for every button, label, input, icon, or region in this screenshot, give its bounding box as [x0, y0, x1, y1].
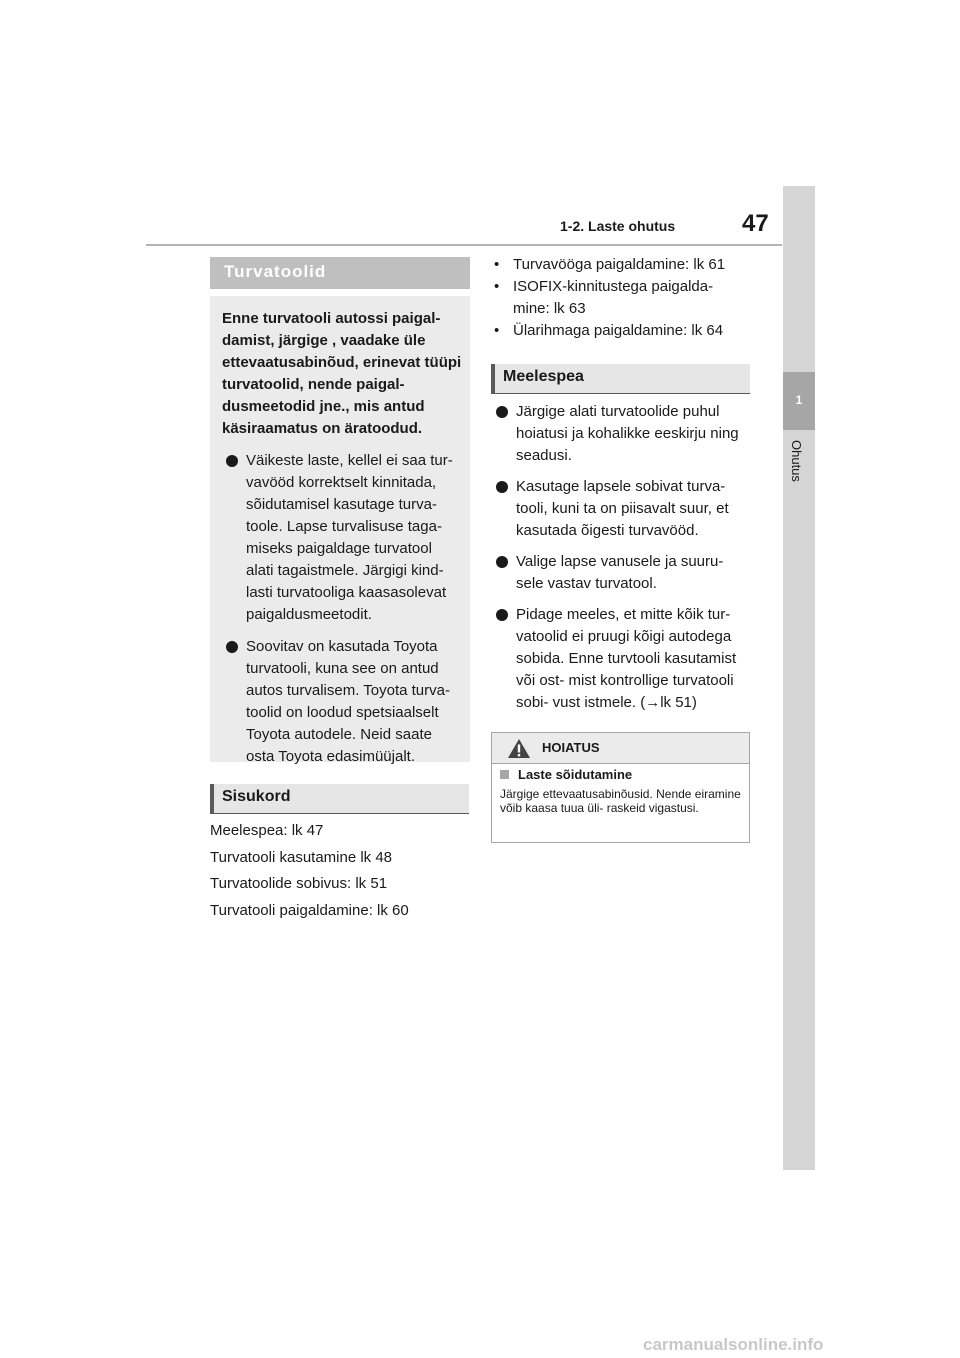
intro-box [210, 296, 470, 765]
intro-bullet-text: Väikeste laste, kellel ei saa tur- vavööd korrektselt kinnitada, sõidutamisel kasutage turva- toole. Lapse turvalisuse taga- miseks paigaldage turvatool alati tagaistmele. Järgigi kind- lasti turvatooliga kaasasolevat paigaldusmeetodit. [246, 452, 453, 623]
install-reference-text: ISOFIX-kinnitustega paigalda- mine: lk 63 [513, 278, 714, 317]
install-reference-text: Ülarihmaga paigaldamine: lk 64 [513, 322, 724, 339]
memo-bullet-text: Valige lapse vanusele ja suuru- sele vastav turvatool. [516, 553, 724, 592]
warning-title: HOIATUS [542, 740, 600, 755]
memo-bullet [492, 551, 754, 595]
toc-item: Meelespea: lk 47 [210, 822, 324, 839]
warning-box [491, 732, 750, 843]
bullet-dot-icon [226, 455, 238, 467]
bullet-dot-icon [226, 641, 238, 653]
page-number: 47 [742, 210, 769, 237]
install-reference-list [492, 254, 752, 342]
warning-triangle-icon [507, 738, 531, 759]
chapter-side-tab [783, 186, 815, 1170]
install-reference [492, 276, 752, 320]
topic-title-bar: Turvatoolid [210, 257, 470, 289]
memo-bullet [492, 604, 754, 714]
small-bullet-icon: • [494, 278, 500, 295]
bullet-dot-icon [496, 481, 508, 493]
square-bullet-icon [500, 770, 509, 779]
memo-bullet [492, 401, 754, 467]
warning-header [492, 733, 749, 764]
intro-text: Enne turvatooli autossi paigal- damist, järgige , vaadake üle ettevaatusabinõud, erinevat tüüpi turvatoolid, nende paigal- dusmeetodid jne., mis antud käsiraamatus on äratoodud. [222, 310, 462, 437]
memo-list [492, 401, 754, 723]
install-reference [492, 320, 752, 342]
warning-subtitle: Laste sõidutamine [518, 767, 633, 782]
memo-header: Meelespea [491, 364, 750, 394]
watermark: carmanualsonline.info [643, 1335, 824, 1354]
intro-bullet [222, 636, 462, 768]
small-bullet-icon: • [494, 256, 500, 273]
bullet-dot-icon [496, 556, 508, 568]
bullet-dot-icon [496, 406, 508, 418]
toc-item: Turvatooli paigaldamine: lk 60 [210, 902, 409, 919]
bullet-dot-icon [496, 609, 508, 621]
toc-item: Turvatooli kasutamine lk 48 [210, 849, 393, 866]
small-bullet-icon: • [494, 322, 500, 339]
intro-bullet-text: Soovitav on kasutada Toyota turvatooli, kuna see on antud autos turvalisem. Toyota turva- toolid on loodud spetsiaalselt Toyota autodele. Neid saate osta Toyota edasimüüjalt. [246, 638, 450, 765]
install-reference-text: Turvavööga paigaldamine: lk 61 [513, 256, 726, 273]
intro-bullet [222, 450, 462, 626]
contents-header: Sisukord [210, 784, 469, 814]
chapter-number: 1 [795, 393, 803, 407]
warning-subtitle-row [500, 767, 632, 782]
warning-body: Järgige ettevaatusabinõusid. Nende eiramine võib kaasa tuua üli- raskeid vigastusi. [500, 787, 741, 815]
chapter-label: Ohutus [789, 440, 804, 482]
memo-bullet-text: Kasutage lapsele sobivat turva- tooli, kuni ta on piisavalt suur, et kasutada õigesti turvavööd. [516, 478, 729, 539]
section-title: 1-2. Laste ohutus [560, 218, 676, 234]
memo-bullet-text: Pidage meeles, et mitte kõik tur- vatoolid ei pruugi kõigi autodega sobida. Enne turvtooli kasutamist või ost- mist kontrollige turvatooli sobi- vust istmele. (→lk 51) [516, 606, 737, 711]
toc-item: Turvatoolide sobivus: lk 51 [210, 875, 388, 892]
install-reference [492, 254, 752, 276]
memo-bullet [492, 476, 754, 542]
header-divider [146, 244, 782, 246]
memo-bullet-text: Järgige alati turvatoolide puhul hoiatusi ja kohalikke eeskirju ning seadusi. [516, 403, 739, 464]
